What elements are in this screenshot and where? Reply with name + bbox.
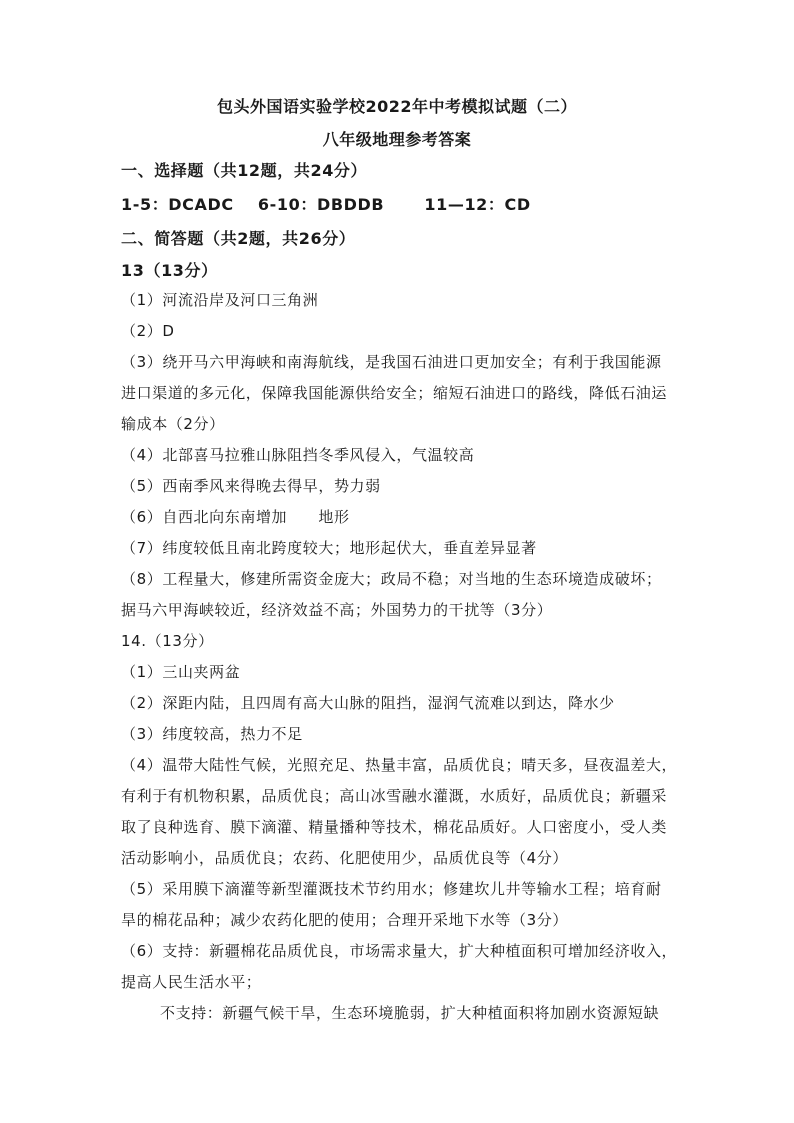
q13-line-2: （2）D [121, 322, 175, 340]
q14-line-1: （1）三山夹两盆 [121, 663, 241, 681]
q14-line-4a: （4）温带大陆性气候，光照充足、热量丰富，品质优良；晴天多，昼夜温差大， [121, 756, 678, 774]
q13-line-8b: 据马六甲海峡较近，经济效益不高；外国势力的干扰等（3分） [121, 601, 553, 619]
q14-line-5a: （5）采用膜下滴灌等新型灌溉技术节约用水；修建坎儿井等输水工程；培育耐 [121, 880, 662, 898]
q13-line-3b: 进口渠道的多元化，保障我国能源供给安全；缩短石油进口的路线，降低石油运 [121, 384, 668, 402]
q13-line-8a: （8）工程量大，修建所需资金庞大；政局不稳；对当地的生态环境造成破坏； [121, 570, 662, 588]
answers-11-12: 11—12：CD [424, 195, 531, 214]
answers-1-5: 1-5：DCADC [121, 195, 234, 214]
document-subtitle: 八年级地理参考答案 [322, 130, 472, 149]
section-1-heading: 一、选择题（共12题，共24分） [121, 161, 368, 180]
q13-line-5: （5）西南季风来得晚去得早，势力弱 [121, 477, 381, 495]
q14-line-6b: 提高人民生活水平； [121, 973, 262, 991]
q14-heading: 14.（13分） [121, 632, 214, 650]
q13-line-4: （4）北部喜马拉雅山脉阻挡冬季风侵入，气温较高 [121, 446, 475, 464]
q14-line-4c: 取了良种选育、膜下滴灌、精量播种等技术，棉花品质好。人口密度小，受人类 [121, 818, 668, 836]
choice-answers [121, 192, 531, 215]
q14-line-6c: 不支持：新疆气候干旱，生态环境脆弱，扩大种植面积将加剧水资源短缺 [160, 1004, 660, 1022]
q13-line-7: （7）纬度较低且南北跨度较大；地形起伏大，垂直差异显著 [121, 539, 537, 557]
q14-line-3: （3）纬度较高，热力不足 [121, 725, 303, 743]
q14-line-4b: 有利于有机物积累，品质优良；高山冰雪融水灌溉，水质好，品质优良；新疆采 [121, 787, 668, 805]
answers-6-10: 6-10：DBDDB [257, 195, 385, 214]
q14-line-6a: （6）支持：新疆棉花品质优良，市场需求量大，扩大种植面积可增加经济收入， [121, 942, 678, 960]
q14-line-5b: 旱的棉花品种；减少农药化肥的使用；合理开采地下水等（3分） [121, 911, 568, 929]
q13-line-3a: （3）绕开马六甲海峡和南海航线，是我国石油进口更加安全；有利于我国能源 [121, 353, 662, 371]
q13-heading: 13（13分） [121, 261, 218, 280]
q14-line-4d: 活动影响小，品质优良；农药、化肥使用少，品质优良等（4分） [121, 849, 568, 867]
section-2-heading: 二、简答题（共2题，共26分） [121, 229, 356, 248]
q13-line-3c: 输成本（2分） [121, 415, 225, 433]
q13-line-6: （6）自西北向东南增加 地形 [121, 508, 350, 526]
q14-line-2: （2）深距内陆，且四周有高大山脉的阻挡，湿润气流难以到达，降水少 [121, 694, 615, 712]
document-title: 包头外国语实验学校2022年中考模拟试题（二） [216, 97, 578, 116]
q13-line-1: （1）河流沿岸及河口三角洲 [121, 291, 319, 309]
